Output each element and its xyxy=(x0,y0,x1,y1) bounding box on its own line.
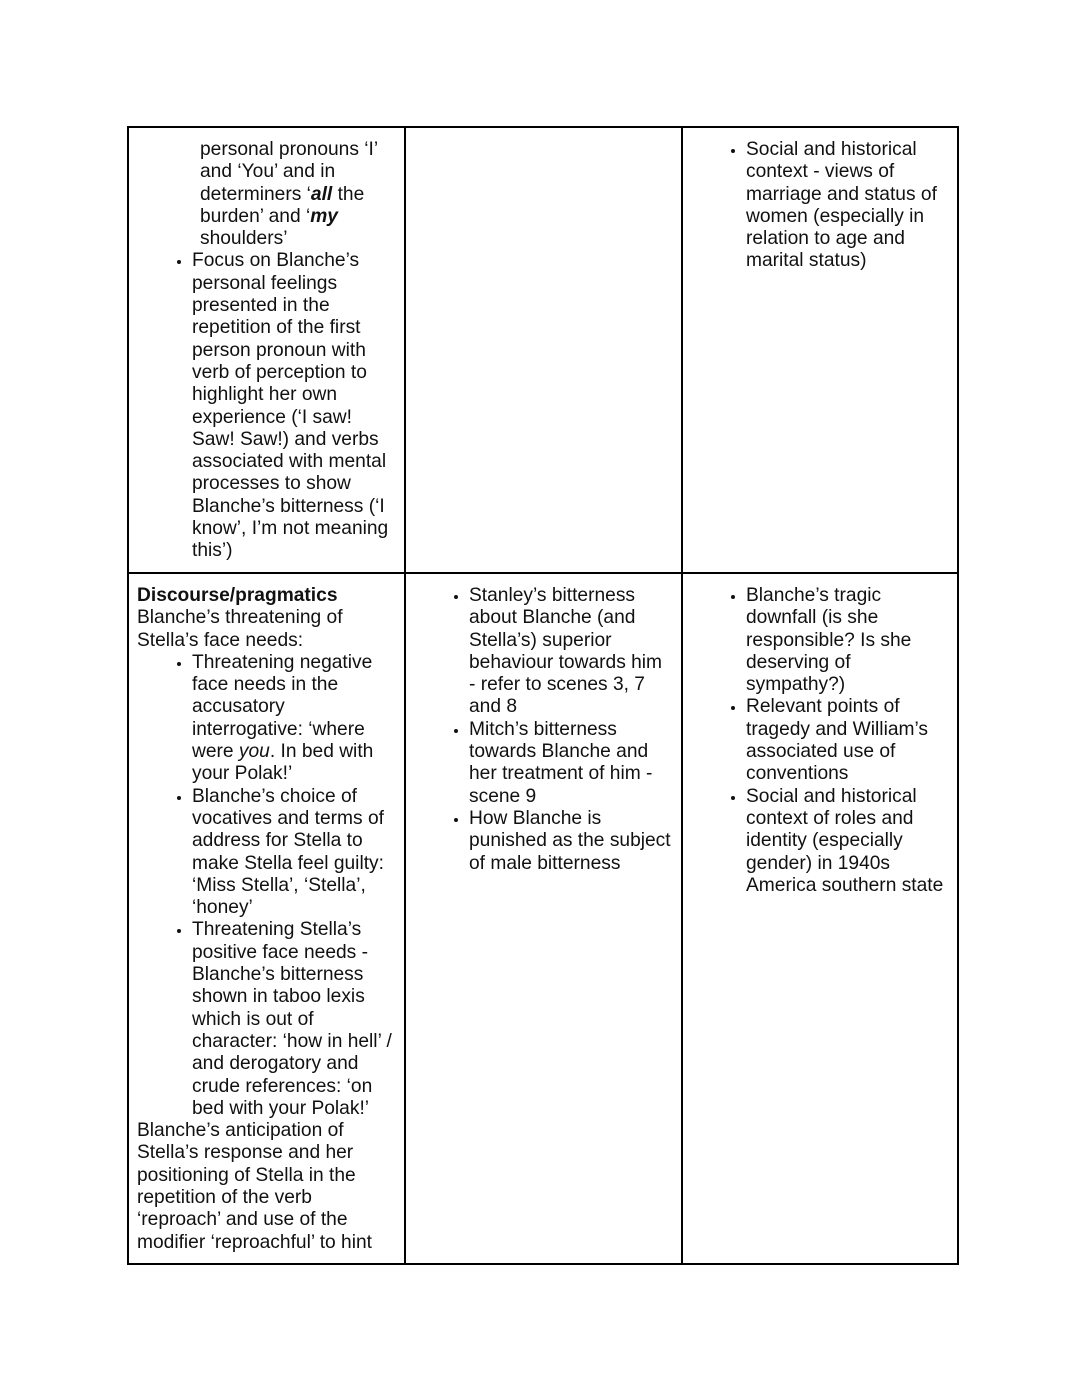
list-item: • Focus on Blanche’s personal feelings presented in the repetition of the first person pronoun with verb of perception to highlight her own experience (‘I saw! Saw! Saw!) and verbs associated with mental processes to show Blanche’s bitterness (‘I know’, I’m not meaning this’) xyxy=(192,250,396,562)
list-item: • Social and historical context - views of marriage and status of women (especially in relation to age and marital status) xyxy=(746,139,949,273)
list-item: • Mitch’s bitterness towards Blanche and her treatment of him - scene 9 xyxy=(469,719,673,808)
list-item: • Blanche’s choice of vocatives and terms of address for Stella to make Stella feel guilty: ‘Miss Stella’, ‘Stella’, ‘honey’ xyxy=(192,786,396,920)
list-item: • Threatening negative face needs in the accusatory interrogative: ‘where were you. In bed with your Polak!’ xyxy=(192,652,396,786)
list-item: • Social and historical context of roles and identity (especially gender) in 1940s America southern state xyxy=(746,786,949,897)
bullet-list xyxy=(683,585,949,897)
list-item: • Blanche’s tragic downfall (is she responsible? Is she deserving of sympathy?) xyxy=(746,585,949,696)
intro-text: Blanche’s threatening of Stella’s face needs: xyxy=(137,607,343,651)
row2-col1-cell xyxy=(128,573,405,1264)
list-item: • How Blanche is punished as the subject of male bitterness xyxy=(469,808,673,875)
row1-col2-cell xyxy=(405,127,682,573)
list-item: • Threatening Stella’s positive face needs - Blanche’s bitterness shown in taboo lexis which is out of character: ‘how in hell’ / and derogatory and crude references: ‘on bed with your Polak!’ xyxy=(192,919,396,1120)
bullet-list xyxy=(406,585,673,875)
row1-col3-cell xyxy=(682,127,958,573)
row2-col3-cell xyxy=(682,573,958,1264)
table-row xyxy=(128,573,958,1264)
list-item: • Stanley’s bitterness about Blanche (and Stella’s) superior behaviour towards him - refer to scenes 3, 7 and 8 xyxy=(469,585,673,719)
bullet-list xyxy=(683,139,949,273)
outro-text: Blanche’s anticipation of Stella’s response and her positioning of Stella in the repetition of the verb ‘reproach’ and use of the modifier ‘reproachful’ to hint xyxy=(137,1120,372,1253)
row2-col2-cell xyxy=(405,573,682,1264)
row1-col1-cell xyxy=(128,127,405,573)
table-row xyxy=(128,127,958,573)
continued-bullet-text: personal pronouns ‘I’ and ‘You’ and in determiners ‘all the burden’ and ‘my shoulders’ xyxy=(200,139,378,250)
bullet-list xyxy=(129,250,396,562)
analysis-table xyxy=(127,126,959,1265)
list-item: • Relevant points of tragedy and William’s associated use of conventions xyxy=(746,696,949,785)
bullet-list xyxy=(129,652,396,1120)
section-heading: Discourse/pragmatics xyxy=(137,585,338,606)
